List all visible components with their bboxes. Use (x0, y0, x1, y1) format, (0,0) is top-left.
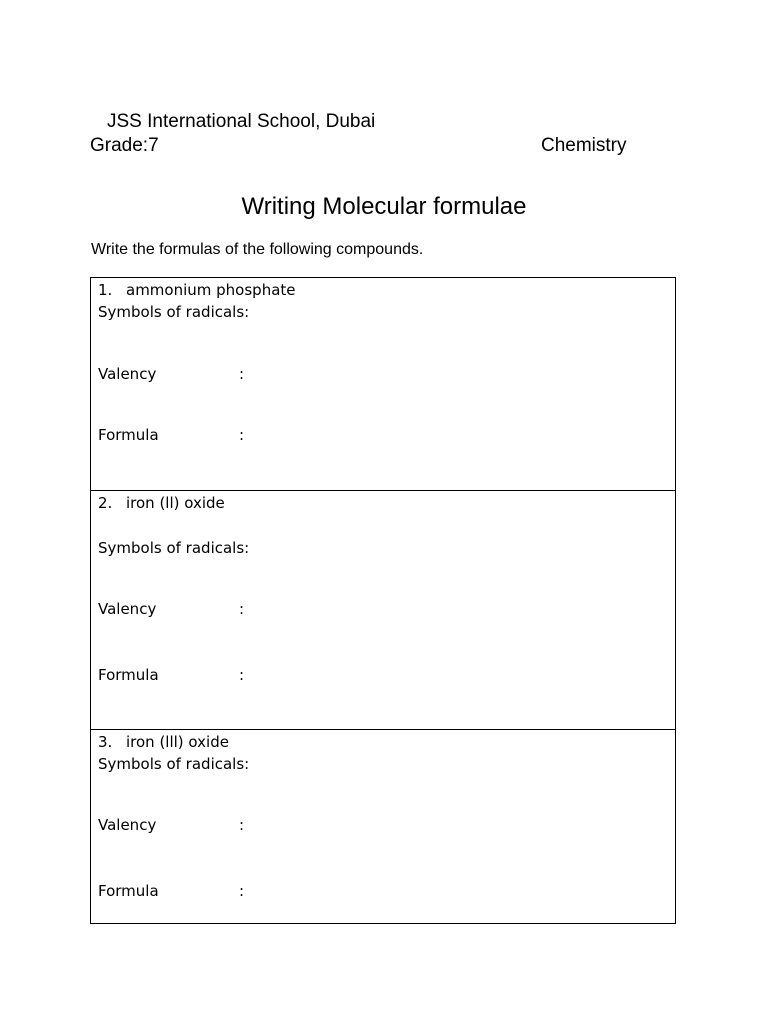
compound-name: iron (lll) oxide (126, 733, 229, 751)
question-cell (91, 278, 675, 490)
grade-label: Grade:7 (90, 135, 159, 156)
formula-colon: : (239, 426, 245, 444)
question-number: 1. (98, 281, 113, 299)
question-heading (98, 733, 229, 751)
school-name: JSS International School, Dubai (107, 111, 376, 132)
formula-label: Formula (98, 882, 159, 900)
question-heading (98, 281, 296, 299)
formula-label: Formula (98, 426, 159, 444)
formula-label: Formula (98, 666, 159, 684)
page-title: Writing Molecular formulae (241, 193, 527, 220)
question-heading (98, 494, 225, 512)
question-cell (91, 729, 675, 923)
formula-row (98, 882, 245, 900)
worksheet-table (90, 277, 676, 924)
valency-row (98, 600, 245, 618)
question-number: 2. (98, 494, 113, 512)
compound-name: ammonium phosphate (126, 281, 296, 299)
symbols-label: Symbols of radicals: (98, 303, 250, 321)
valency-label: Valency (98, 365, 157, 383)
valency-label: Valency (98, 816, 157, 834)
formula-colon: : (239, 666, 245, 684)
valency-label: Valency (98, 600, 157, 618)
valency-colon: : (239, 816, 245, 834)
symbols-label: Symbols of radicals: (98, 539, 250, 557)
subject-label: Chemistry (541, 135, 627, 156)
valency-colon: : (239, 365, 245, 383)
valency-colon: : (239, 600, 245, 618)
question-number: 3. (98, 733, 113, 751)
symbols-label: Symbols of radicals: (98, 755, 250, 773)
question-cell (91, 490, 675, 729)
instructions: Write the formulas of the following compounds. (91, 241, 424, 258)
compound-name: iron (ll) oxide (126, 494, 225, 512)
valency-row (98, 816, 245, 834)
formula-colon: : (239, 882, 245, 900)
formula-row (98, 666, 245, 684)
valency-row (98, 365, 245, 383)
formula-row (98, 426, 245, 444)
